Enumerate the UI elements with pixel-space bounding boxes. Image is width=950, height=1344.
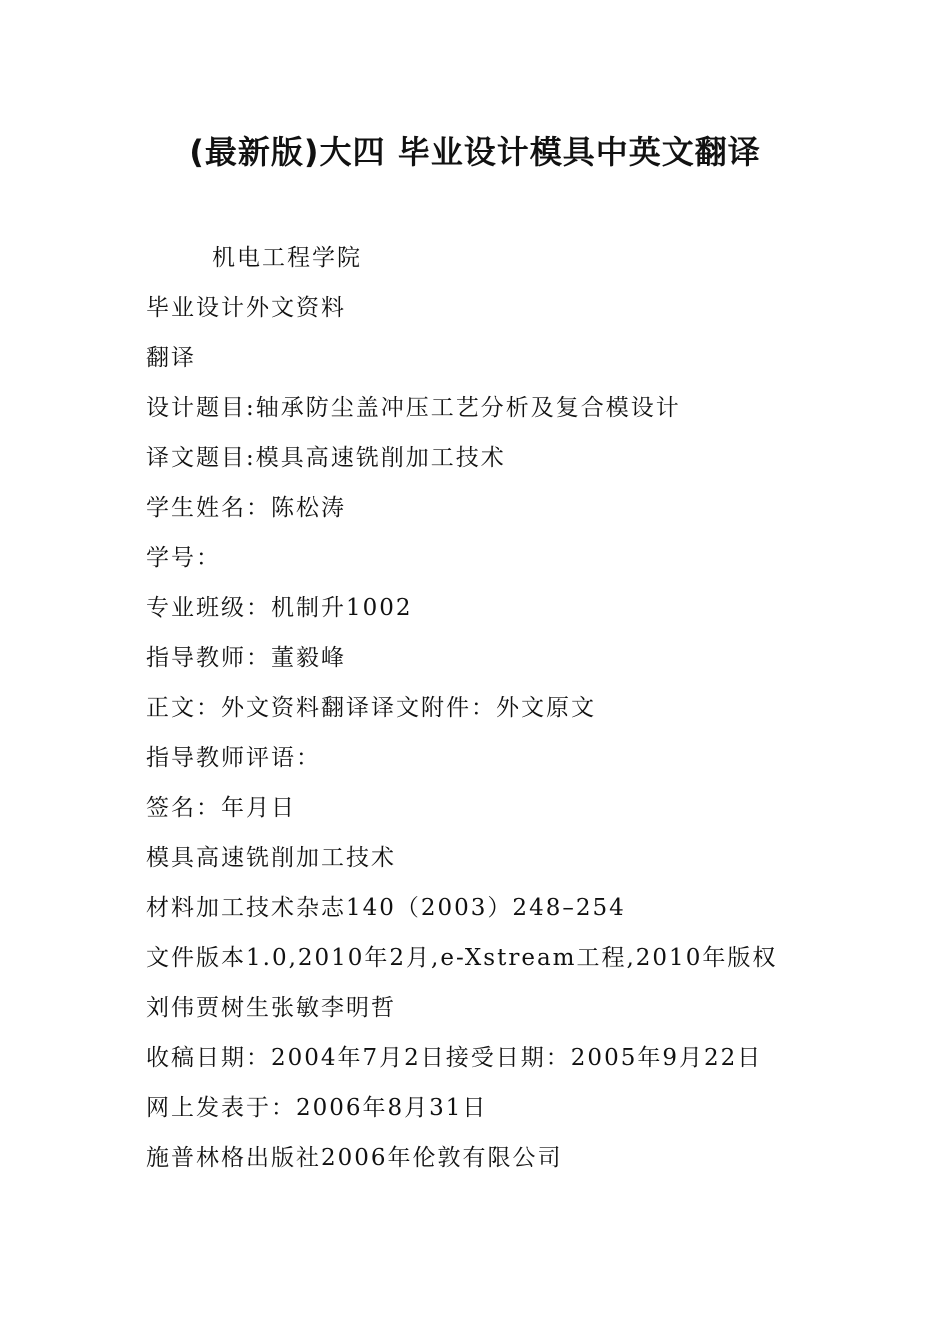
document-type-line-2: 翻译 [146, 345, 196, 371]
document-type-line: 毕业设计外文资料 [146, 295, 346, 321]
translation-topic-line: 译文题目:模具高速铣削加工技术 [146, 445, 506, 471]
document-body [146, 233, 866, 1183]
published-online-line: 网上发表于：2006年8月31日 [146, 1095, 488, 1121]
student-name-line: 学生姓名：陈松涛 [146, 495, 346, 521]
design-topic-line: 设计题目:轴承防尘盖冲压工艺分析及复合模设计 [146, 395, 681, 421]
article-title-line: 模具高速铣削加工技术 [146, 845, 396, 871]
signature-line: 签名：年月日 [146, 795, 296, 821]
document-title: (最新版)大四 毕业设计模具中英文翻译 [189, 133, 761, 171]
publisher-line: 施普林格出版社2006年伦敦有限公司 [146, 1145, 563, 1171]
institution-line: 机电工程学院 [212, 245, 362, 271]
class-line: 专业班级：机制升1002 [146, 595, 413, 621]
student-id-line: 学号： [146, 545, 221, 571]
version-line: 文件版本1.0,2010年2月,e-Xstream工程,2010年版权 [146, 945, 778, 971]
journal-line: 材料加工技术杂志140（2003）248–254 [146, 895, 626, 921]
advisor-line: 指导教师：董毅峰 [146, 645, 346, 671]
authors-line: 刘伟贾树生张敏李明哲 [146, 995, 396, 1021]
received-accepted-line: 收稿日期：2004年7月2日接受日期：2005年9月22日 [146, 1045, 763, 1071]
advisor-comment-line: 指导教师评语： [146, 745, 321, 771]
contents-line: 正文：外文资料翻译译文附件：外文原文 [146, 695, 596, 721]
